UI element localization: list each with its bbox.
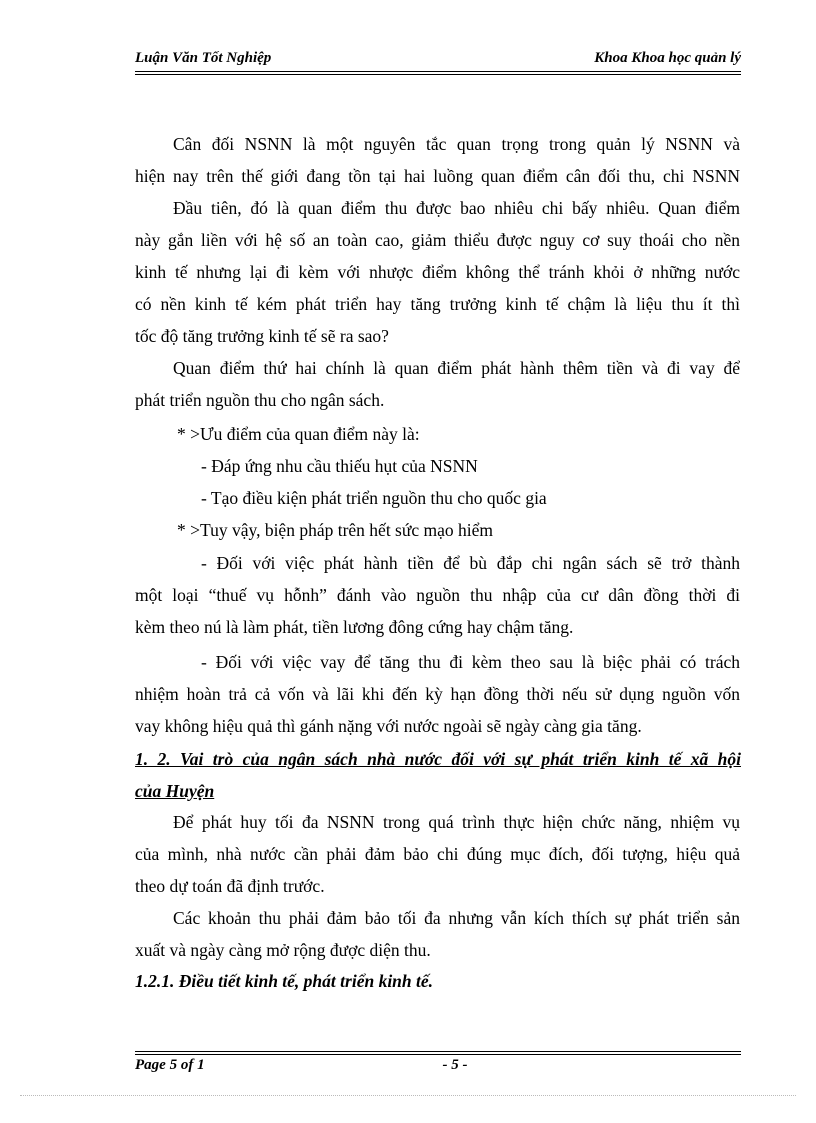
text-line: kèm theo nú là làm phát, tiền lương đông cứng hay chậm tăng.	[135, 617, 574, 637]
advantage-item: - Tạo điều kiện phát triển nguồn thu cho quốc gia	[201, 488, 547, 508]
text-line: Cân đối NSNN là một nguyên tắc quan trọng trong quản lý NSNN và	[173, 134, 740, 154]
advantage-item: - Đáp ứng nhu cầu thiếu hụt của NSNN	[201, 456, 478, 476]
text-line: kinh tế nhưng lại đi kèm với nhược điểm không thể tránh khỏi ở những nước	[135, 262, 740, 282]
advantages-title: * >Ưu điểm của quan điểm này là:	[177, 424, 420, 444]
text-line: có nền kinh tế kém phát triển hay tăng trưởng kinh tế chậm là liệu thu ít thì	[135, 294, 740, 314]
footer-rule	[135, 1051, 741, 1052]
paragraph-revenues	[135, 902, 740, 966]
text-line: nhiệm hoàn trả cả vốn và lãi khi đến kỳ hạn đồng thời nếu sử dụng nguồn vốn	[135, 684, 740, 704]
text-line: theo dự toán đã định trước.	[135, 876, 325, 896]
text-line: Quan điểm thứ hai chính là quan điểm phát hành thêm tiền và đi vay để	[173, 358, 740, 378]
footer-rule-double	[135, 1054, 741, 1055]
header-faculty-name: Khoa Khoa học quản lý	[594, 50, 741, 66]
text-line: vay không hiệu quả thì gánh nặng với nước ngoài sẽ ngày càng gia tăng.	[135, 716, 642, 736]
paragraph-risk-borrowing	[135, 646, 740, 742]
text-line: Đầu tiên, đó là quan điểm thu được bao nhiêu chi bấy nhiêu. Quan điểm	[173, 198, 740, 218]
section-heading-1-2-1: 1.2.1. Điều tiết kinh tế, phát triển kinh tế.	[135, 971, 434, 991]
footer-page-number: - 5 -	[442, 1057, 468, 1073]
text-line: phát triển nguồn thu cho ngân sách.	[135, 390, 385, 410]
however-title: * >Tuy vậy, biện pháp trên hết sức mạo hiểm	[177, 520, 493, 540]
header-thesis-title: Luận Văn Tốt Nghiệp	[135, 50, 272, 66]
text-line: này gắn liền với hệ số an toàn cao, giảm thiểu được nguy cơ suy thoái cho nền	[135, 230, 740, 250]
paragraph-balance	[135, 128, 740, 192]
page-bottom-dotted-rule	[20, 1095, 796, 1096]
heading-line: của Huyện	[135, 781, 215, 801]
paragraph-maximize	[135, 806, 740, 902]
text-line: xuất và ngày càng mở rộng được diện thu.	[135, 940, 431, 960]
header-rule	[135, 71, 741, 72]
section-heading-1-2	[135, 743, 741, 807]
text-line: - Đối với việc vay để tăng thu đi kèm theo sau là biệc phải có trách	[201, 652, 740, 672]
paragraph-risk-issue-money	[135, 547, 740, 643]
text-line: một loại “thuế vụ hỗnh” đánh vào nguồn thu nhập của cư dân đồng thời đi	[135, 585, 740, 605]
header-rule-double	[135, 74, 741, 75]
paragraph-second-view	[135, 352, 740, 416]
text-line: tốc độ tăng trưởng kinh tế sẽ ra sao?	[135, 326, 389, 346]
page-header	[135, 48, 741, 70]
text-line: của mình, nhà nước cần phải đảm bảo chi đúng mục đích, đối tượng, hiệu quả	[135, 844, 740, 864]
heading-line: 1. 2. Vai trò của ngân sách nhà nước đối với sự phát triển kinh tế xã hội	[135, 749, 741, 769]
paragraph-first-view	[135, 192, 740, 352]
text-line: Để phát huy tối đa NSNN trong quá trình thực hiện chức năng, nhiệm vụ	[173, 812, 740, 832]
text-line: - Đối với việc phát hành tiền để bù đắp chi ngân sách sẽ trở thành	[201, 553, 740, 573]
text-line: Các khoản thu phải đảm bảo tối đa nhưng vẫn kích thích sự phát triển sản	[173, 908, 740, 928]
footer-page-label: Page 5 of 1	[135, 1057, 205, 1073]
text-line: hiện nay trên thế giới đang tồn tại hai luồng quan điểm cân đối thu, chi NSNN	[135, 166, 740, 186]
